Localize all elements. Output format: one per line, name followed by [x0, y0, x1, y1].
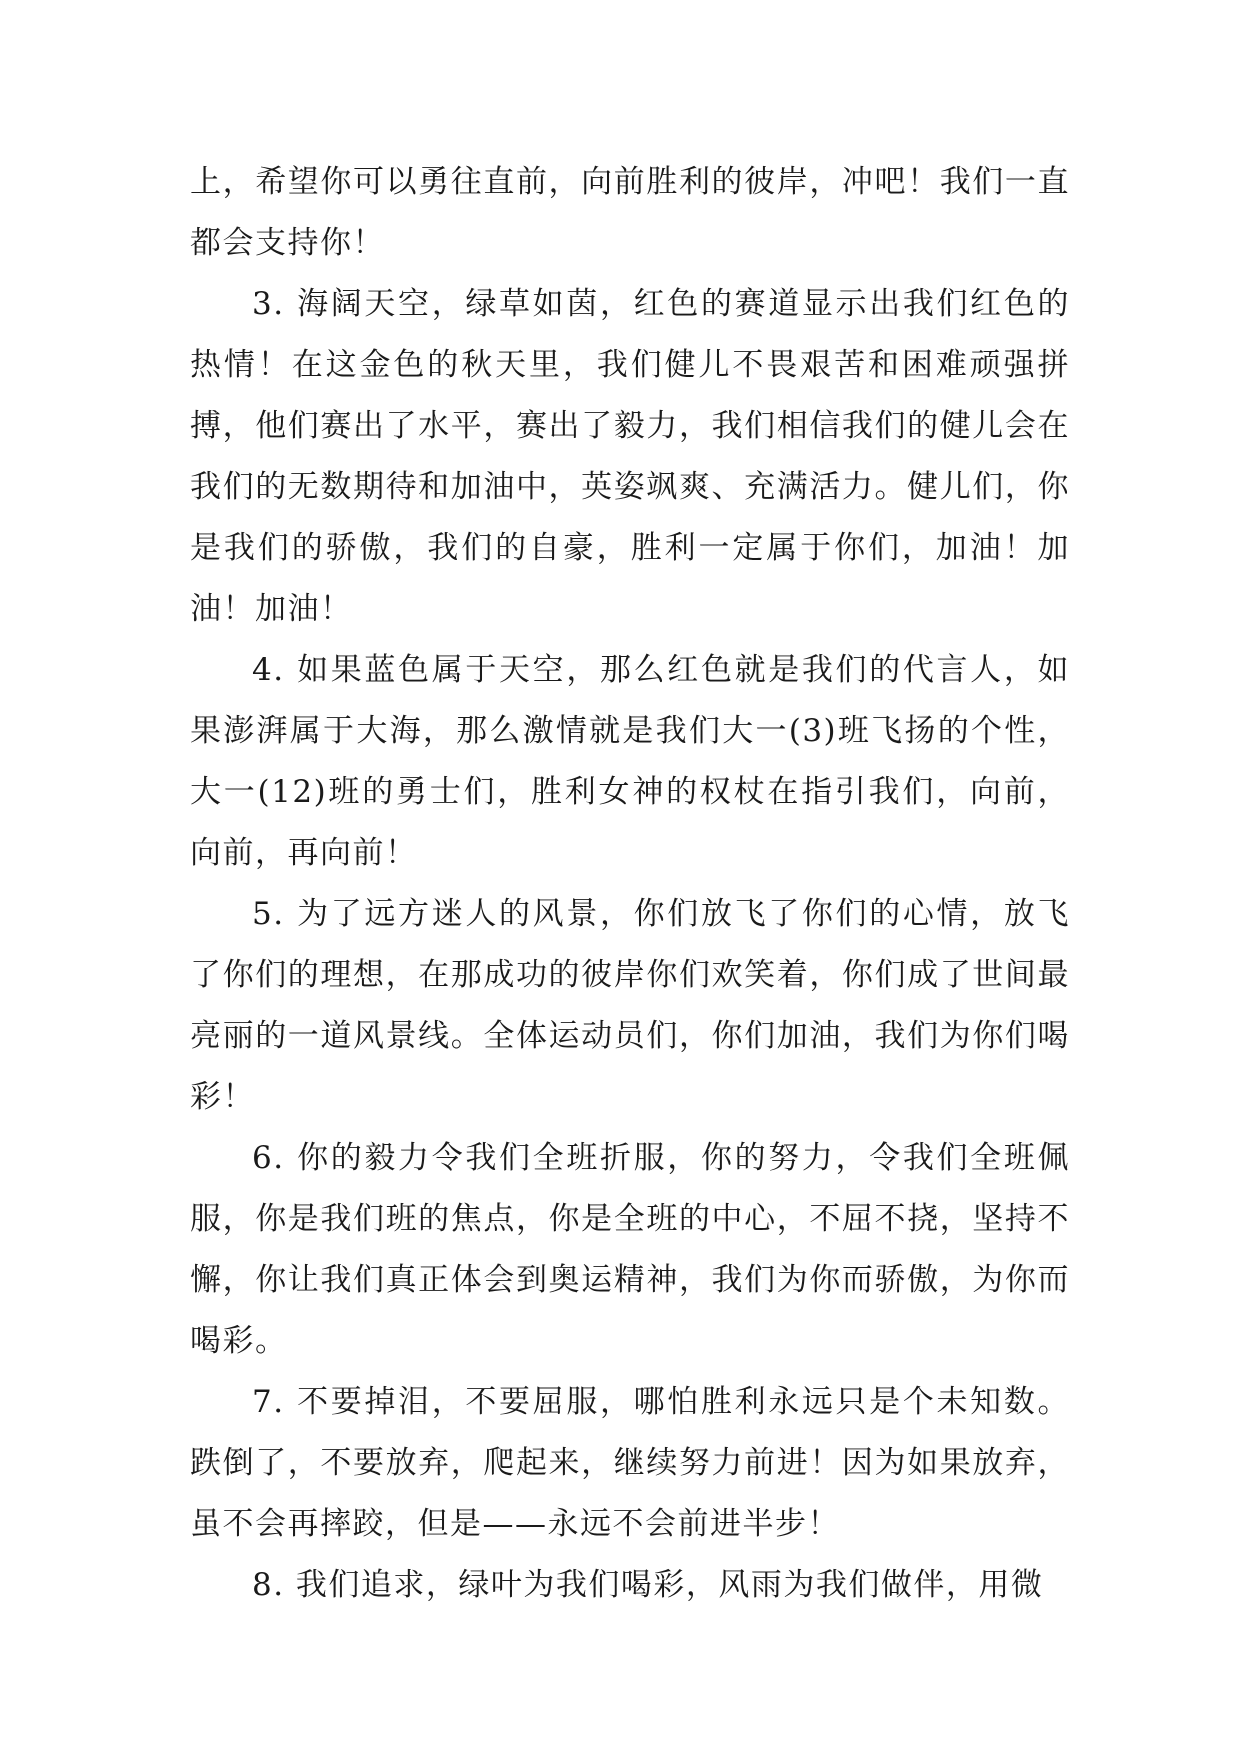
paragraph-continuation: 上，希望你可以勇往直前，向前胜利的彼岸，冲吧！我们一直都会支持你！ [190, 164, 1070, 261]
paragraph-item-3: 3. 海阔天空，绿草如茵，红色的赛道显示出我们红色的热情！在这金色的秋天里，我们健儿不畏艰苦和困难顽强拼搏，他们赛出了水平，赛出了毅力，我们相信我们的健儿会在我们的无数期待和加油中，英姿飒爽、充满活力。健儿们，你是我们的骄傲，我们的自豪，胜利一定属于你们，加油！加油！加油！ [190, 286, 1070, 627]
paragraph-item-5: 5. 为了远方迷人的风景，你们放飞了你们的心情，放飞了你们的理想，在那成功的彼岸你们欢笑着，你们成了世间最亮丽的一道风景线。全体运动员们，你们加油，我们为你们喝彩！ [190, 896, 1070, 1115]
paragraph-item-8: 8. 我们追求，绿叶为我们喝彩，风雨为我们做伴，用微 [252, 1567, 1044, 1603]
paragraph-item-7: 7. 不要掉泪，不要屈服，哪怕胜利永远只是个未知数。跌倒了，不要放弃，爬起来，继续努力前进！因为如果放弃，虽不会再摔跤，但是——永远不会前进半步！ [190, 1384, 1070, 1542]
paragraph-item-4: 4. 如果蓝色属于天空，那么红色就是我们的代言人，如果澎湃属于大海，那么激情就是我们大一(3)班飞扬的个性，大一(12)班的勇士们，胜利女神的权杖在指引我们，向前，向前，再向前！ [190, 652, 1070, 871]
paragraph-item-6: 6. 你的毅力令我们全班折服，你的努力，令我们全班佩服，你是我们班的焦点，你是全班的中心，不屈不挠，坚持不懈，你让我们真正体会到奥运精神，我们为你而骄傲，为你而喝彩。 [190, 1140, 1070, 1359]
document-body [190, 152, 1070, 1616]
